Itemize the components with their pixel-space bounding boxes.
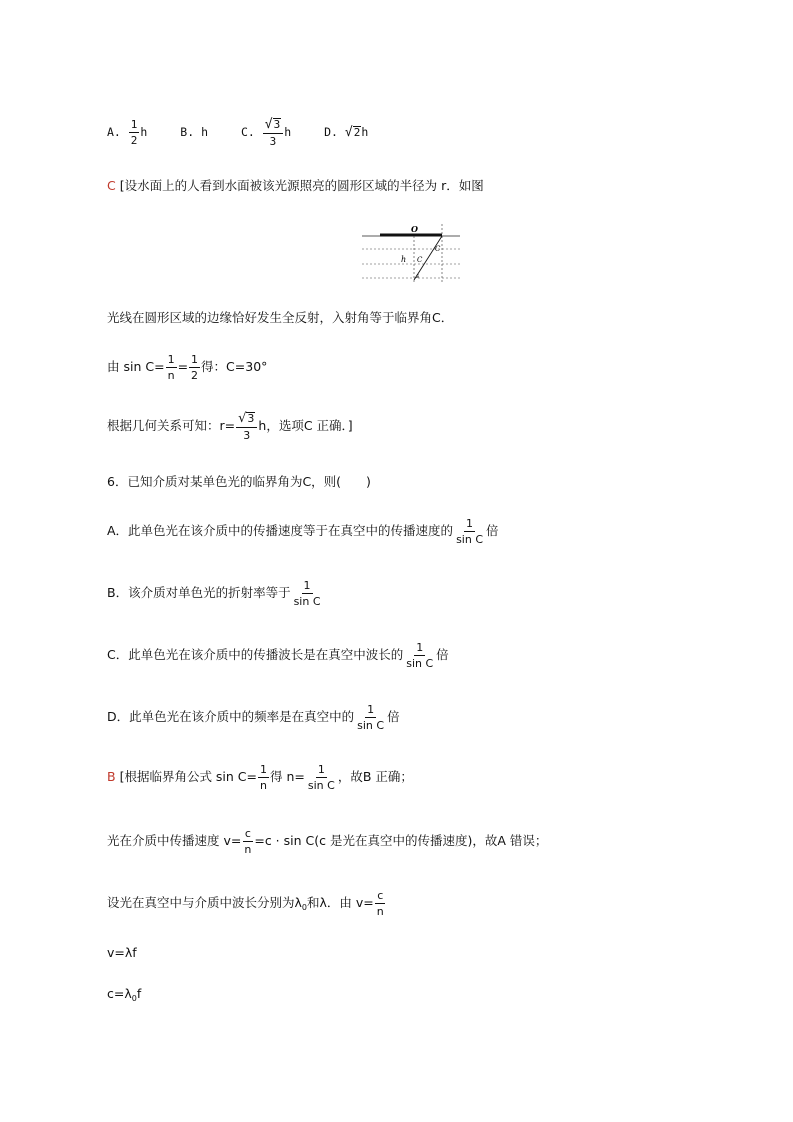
denominator: 3 [243, 428, 251, 442]
denominator: sin C [357, 718, 385, 732]
denominator: n [376, 904, 384, 918]
formula-text: f [136, 986, 142, 1001]
equals-sign: = [177, 359, 189, 375]
q6-solution-line2 [107, 828, 547, 855]
q6-solution-line3 [107, 890, 387, 917]
label-c-angle-top: C [435, 245, 441, 253]
option-text: A．此单色光在该介质中的传播速度等于在真空中的传播速度的 [107, 523, 454, 539]
refraction-diagram [362, 222, 462, 284]
option-label: B. [180, 125, 195, 140]
option-label: A. [107, 125, 121, 140]
formula-text: 设光在真空中与介质中波长分别为λ [107, 895, 302, 911]
denominator: 2 [191, 368, 199, 382]
numerator: 1 [317, 763, 325, 776]
numerator: 1 [167, 353, 175, 366]
variable: h [140, 125, 148, 140]
formula-text: v=λf [107, 945, 137, 960]
label-h: h [401, 255, 407, 264]
q5-option-b [180, 127, 208, 139]
q5-solution-line4 [107, 412, 353, 441]
q6-option-d [107, 704, 400, 731]
q5-option-c [241, 118, 291, 147]
numerator: 1 [130, 118, 138, 132]
fraction [258, 764, 269, 791]
option-text: 倍 [387, 709, 400, 725]
formula-text: 根据几何关系可知：r= [107, 418, 236, 434]
fraction [166, 354, 177, 381]
numerator: 1 [260, 763, 267, 776]
formula-text: 由 sin C= [107, 359, 165, 375]
denominator: n [260, 778, 267, 792]
q6-option-a [107, 518, 499, 545]
radicand: 3 [247, 412, 255, 425]
sqrt: √ 2 [344, 125, 361, 141]
denominator: 2 [130, 133, 138, 147]
q5-solution-line2 [107, 312, 453, 325]
option-text: 倍 [436, 647, 449, 663]
fraction [355, 704, 386, 731]
fraction [129, 119, 140, 146]
formula-text: [根据临界角公式 sin C= [119, 769, 257, 785]
radicand: 3 [273, 118, 281, 131]
numerator [236, 412, 257, 428]
denominator: sin C [307, 778, 335, 792]
label-s: s [416, 273, 420, 280]
numerator [263, 118, 283, 134]
formula-text: 得 n= [270, 769, 305, 785]
fraction [404, 642, 435, 669]
q5-option-a [107, 119, 147, 146]
radicand: 2 [353, 126, 361, 140]
denominator: sin C [293, 594, 321, 608]
formula-text: h，选项C 正确．] [258, 418, 353, 434]
numerator: 1 [466, 517, 474, 530]
option-text: D．此单色光在该介质中的频率是在真空中的 [107, 709, 355, 725]
q6-option-b [107, 580, 324, 607]
subscript: 0 [301, 903, 307, 913]
answer-letter: B [107, 769, 116, 785]
q6-solution-line1 [107, 764, 413, 791]
q5-solution-line1 [107, 180, 484, 193]
question-stem: 6．已知介质对某单色光的临界角为C，则( ) [107, 474, 371, 489]
fraction [236, 412, 257, 441]
formula-text: c=λ [107, 986, 132, 1001]
formula-text: 和λ．由 v= [307, 895, 374, 911]
formula-text: 光在介质中传播速度 v= [107, 833, 242, 849]
q6-solution-line5 [107, 988, 141, 1003]
solution-text: [设水面上的人看到水面被该光源照亮的圆形区域的半径为 r．如图 [119, 178, 484, 193]
denominator: n [244, 842, 252, 856]
formula-text: =c · sin C(c 是光在真空中的传播速度)，故A 错误； [254, 833, 548, 849]
answer-letter: C [107, 178, 116, 193]
fraction [454, 518, 485, 545]
fraction [292, 580, 323, 607]
denominator: sin C [406, 656, 434, 670]
subscript: 0 [131, 994, 137, 1003]
numerator: 1 [367, 703, 375, 716]
q6-option-c [107, 642, 449, 669]
variable: h [284, 125, 292, 140]
option-label: D. [324, 125, 338, 140]
numerator: 1 [416, 641, 424, 654]
option-text: 倍 [486, 523, 499, 539]
label-o: O [411, 224, 418, 234]
solution-text: 光线在圆形区域的边缘恰好发生全反射，入射角等于临界角C． [107, 310, 454, 325]
variable: h [361, 125, 369, 140]
q6-solution-line4 [107, 947, 137, 960]
sqrt: √ 3 [264, 117, 281, 132]
numerator: c [244, 827, 251, 840]
numerator: 1 [303, 579, 311, 592]
denominator: sin C [456, 532, 483, 546]
q5-options-row [107, 118, 394, 147]
q5-solution-line3 [107, 354, 267, 381]
label-c-angle: C [417, 256, 423, 264]
formula-text: 得：C=30° [201, 359, 268, 375]
q5-option-d [324, 126, 368, 140]
option-text: C．此单色光在该介质中的传播波长是在真空中波长的 [107, 647, 404, 663]
option-text: B．该介质对单色光的折射率等于 [107, 585, 291, 601]
option-text: h [201, 125, 209, 140]
denominator: 3 [269, 134, 277, 148]
denominator: n [167, 368, 175, 382]
q6-stem [107, 476, 371, 489]
fraction [189, 354, 200, 381]
fraction [242, 828, 253, 855]
fraction [263, 118, 283, 147]
numerator: c [377, 889, 384, 902]
sqrt: √ 3 [238, 411, 255, 426]
fraction [306, 764, 337, 791]
fraction [375, 890, 386, 917]
formula-text: ，故B 正确； [337, 769, 413, 785]
option-label: C. [240, 125, 255, 140]
numerator: 1 [191, 353, 199, 366]
